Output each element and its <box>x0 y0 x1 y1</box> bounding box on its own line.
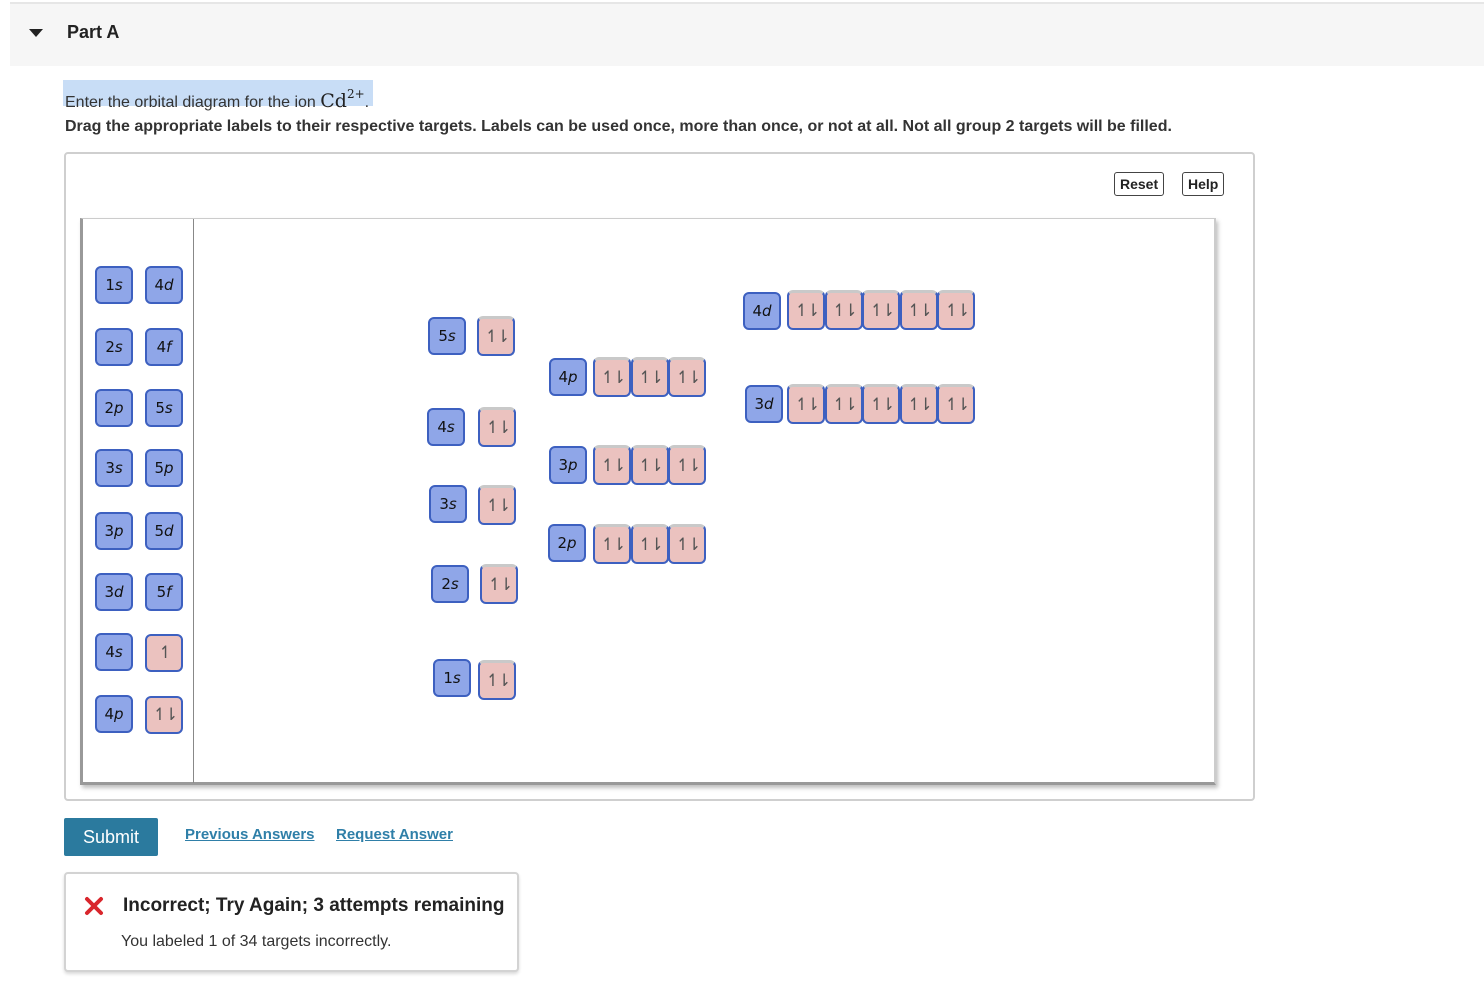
orbital-box-3d-2[interactable]: ↿⇂ <box>825 384 863 424</box>
bank-label-5s[interactable]: 5 s <box>145 389 183 427</box>
bank-label-4s[interactable]: 4 s <box>95 633 133 671</box>
orbital-box-4d-4[interactable]: ↿⇂ <box>900 290 938 330</box>
request-answer-link[interactable]: Request Answer <box>336 826 453 843</box>
orbital-box-3p-2[interactable]: ↿⇂ <box>631 445 669 485</box>
bank-single-arrow[interactable]: ↿ <box>145 634 183 672</box>
orbital-box-4p-1[interactable]: ↿⇂ <box>593 357 631 397</box>
orbital-box-3p-3[interactable]: ↿⇂ <box>668 445 706 485</box>
orbital-box-4d-1[interactable]: ↿⇂ <box>787 290 825 330</box>
orbital-box-1s-1[interactable]: ↿⇂ <box>478 660 516 700</box>
bank-label-3p[interactable]: 3 p <box>95 512 133 550</box>
bank-label-3s[interactable]: 3 s <box>95 449 133 487</box>
part-title: Part A <box>67 22 120 42</box>
label-bank-separator <box>193 219 194 783</box>
diagram-label-1s[interactable]: 1 s <box>433 659 471 697</box>
diagram-canvas <box>80 218 1216 785</box>
submit-button[interactable]: Submit <box>64 818 158 856</box>
diagram-label-3s[interactable]: 3 s <box>429 485 467 523</box>
orbital-box-3d-5[interactable]: ↿⇂ <box>937 384 975 424</box>
bank-label-2p[interactable]: 2 p <box>95 389 133 427</box>
prompt-end: . <box>364 94 370 111</box>
orbital-box-3s-1[interactable]: ↿⇂ <box>478 485 516 525</box>
diagram-label-2p[interactable]: 2 p <box>548 524 586 562</box>
orbital-box-4p-3[interactable]: ↿⇂ <box>668 357 706 397</box>
diagram-label-4s[interactable]: 4 s <box>427 408 465 446</box>
help-button[interactable]: Help <box>1182 172 1224 196</box>
bank-label-5f[interactable]: 5 f <box>145 573 183 611</box>
diagram-label-4p[interactable]: 4 p <box>549 358 587 396</box>
feedback-detail: You labeled 1 of 34 targets incorrectly. <box>121 933 392 950</box>
orbital-box-3d-1[interactable]: ↿⇂ <box>787 384 825 424</box>
bank-label-5d[interactable]: 5 d <box>145 512 183 550</box>
prompt-text: Enter the orbital diagram for the ion <box>65 94 321 111</box>
part-header[interactable] <box>10 4 1484 66</box>
orbital-box-4d-3[interactable]: ↿⇂ <box>862 290 900 330</box>
diagram-label-2s[interactable]: 2 s <box>431 565 469 603</box>
orbital-box-3d-4[interactable]: ↿⇂ <box>900 384 938 424</box>
reset-button[interactable]: Reset <box>1114 172 1164 196</box>
orbital-box-2s-1[interactable]: ↿⇂ <box>480 564 518 604</box>
orbital-box-4s-1[interactable]: ↿⇂ <box>478 407 516 447</box>
orbital-box-3p-1[interactable]: ↿⇂ <box>593 445 631 485</box>
bank-label-3d[interactable]: 3 d <box>95 573 133 611</box>
diagram-label-3p[interactable]: 3 p <box>549 446 587 484</box>
diagram-label-3d[interactable]: 3 d <box>745 385 783 423</box>
previous-answers-link[interactable]: Previous Answers <box>185 826 315 843</box>
bank-label-4d[interactable]: 4 d <box>145 266 183 304</box>
orbital-box-2p-3[interactable]: ↿⇂ <box>668 524 706 564</box>
orbital-box-4d-2[interactable]: ↿⇂ <box>825 290 863 330</box>
bank-label-4p[interactable]: 4 p <box>95 695 133 733</box>
orbital-box-2p-1[interactable]: ↿⇂ <box>593 524 631 564</box>
collapse-caret-icon[interactable] <box>29 29 43 37</box>
orbital-box-4d-5[interactable]: ↿⇂ <box>937 290 975 330</box>
bank-label-4f[interactable]: 4 f <box>145 328 183 366</box>
orbital-box-3d-3[interactable]: ↿⇂ <box>862 384 900 424</box>
bank-pair-arrow[interactable]: ↿⇂ <box>145 696 183 734</box>
bank-label-1s[interactable]: 1 s <box>95 266 133 304</box>
bank-label-2s[interactable]: 2 s <box>95 328 133 366</box>
question-prompt <box>63 80 373 112</box>
ion-symbol: $Cd^{2+}$ <box>320 87 365 112</box>
diagram-label-4d[interactable]: 4 d <box>743 292 781 330</box>
diagram-label-5s[interactable]: 5 s <box>428 317 466 355</box>
error-x-icon <box>84 896 104 916</box>
feedback-title: Incorrect; Try Again; 3 attempts remaining <box>123 895 505 916</box>
instructions: Drag the appropriate labels to their respective targets. Labels can be used once, more than once, or not at all. Not all group 2 targets will be filled. <box>65 118 1172 135</box>
ion-charge: 2+ <box>346 87 365 101</box>
feedback-box <box>64 872 519 972</box>
orbital-box-5s-1[interactable]: ↿⇂ <box>477 316 515 356</box>
orbital-box-4p-2[interactable]: ↿⇂ <box>631 357 669 397</box>
orbital-box-2p-2[interactable]: ↿⇂ <box>631 524 669 564</box>
bank-label-5p[interactable]: 5 p <box>145 449 183 487</box>
